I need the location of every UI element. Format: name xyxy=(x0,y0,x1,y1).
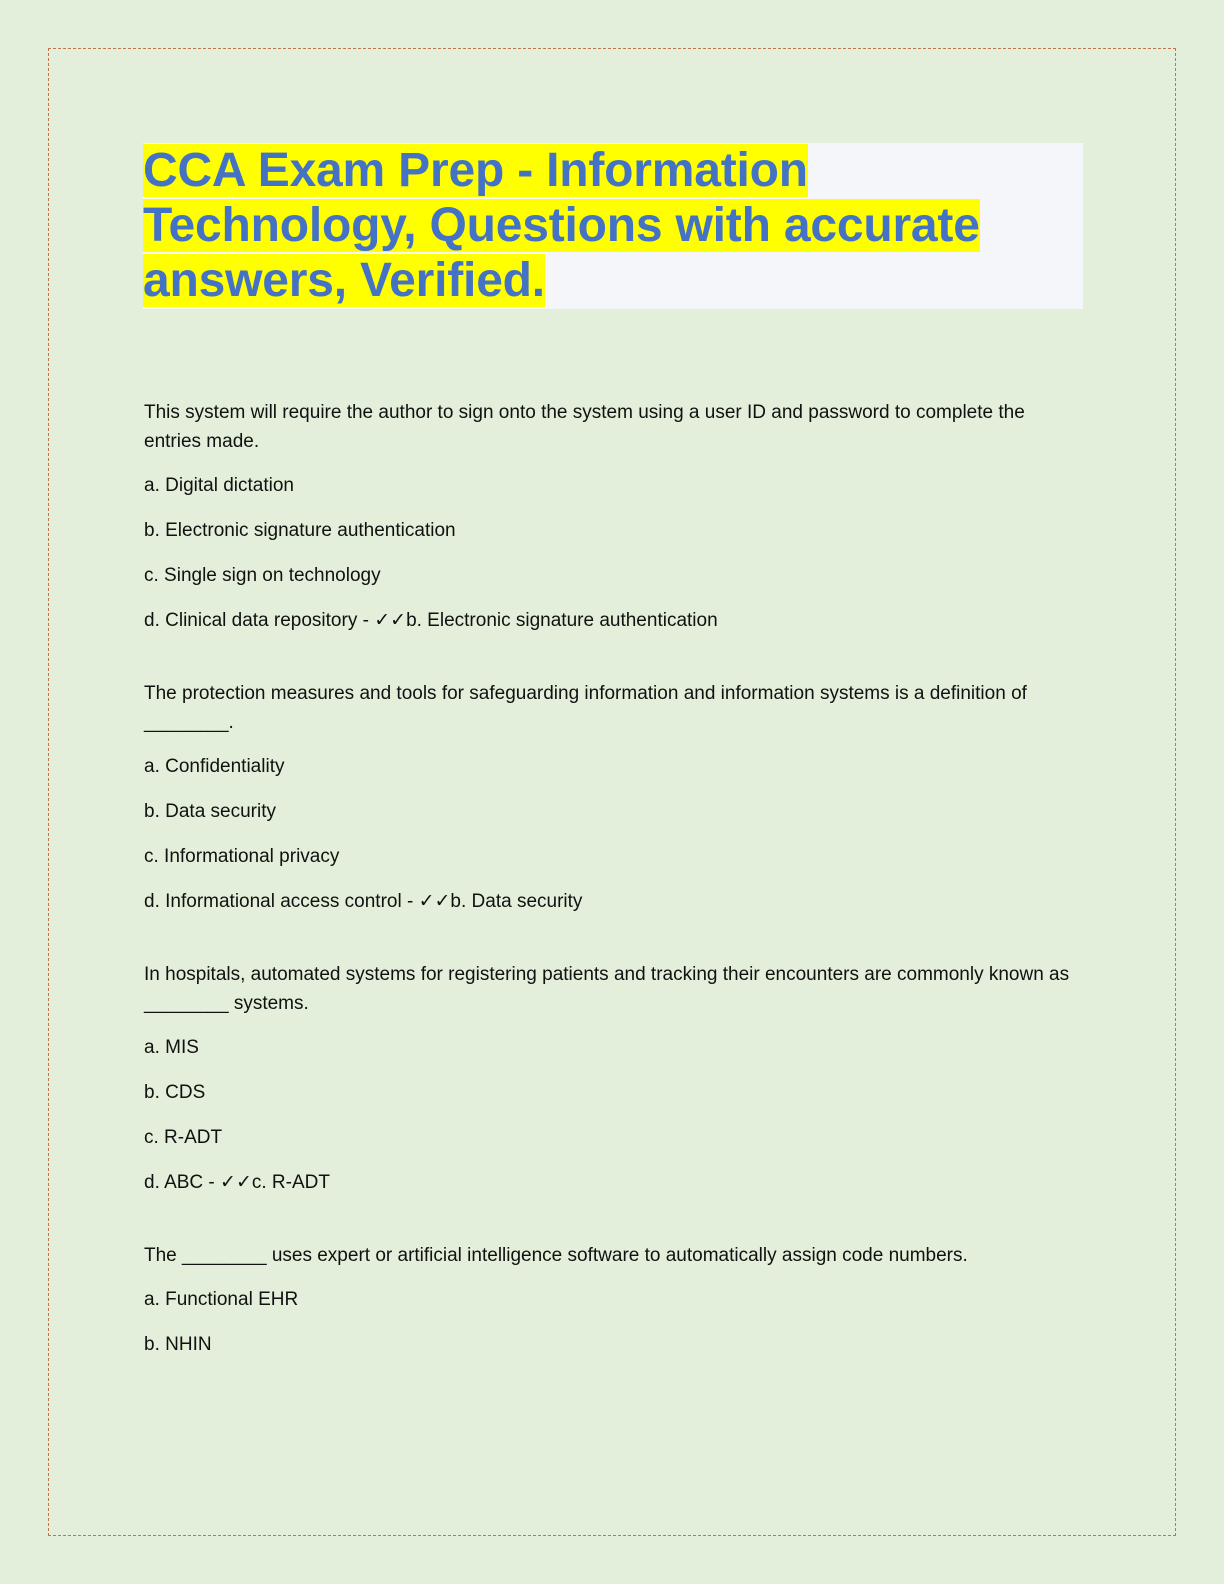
option-a: a. MIS xyxy=(144,1037,199,1058)
question-text: This system will require the author to sign onto the system using a user ID and password to complete the entries made. xyxy=(144,402,1025,452)
option-a: a. Functional EHR xyxy=(144,1289,299,1310)
document-title xyxy=(143,143,1083,308)
option-a: a. Confidentiality xyxy=(144,756,285,777)
check-mark-icon: ✓✓ xyxy=(374,609,407,631)
option-c: c. R-ADT xyxy=(144,1127,223,1148)
option-a: a. Digital dictation xyxy=(144,475,294,496)
option-b: b. CDS xyxy=(144,1082,206,1103)
question-text: In hospitals, automated systems for registering patients and tracking their encounters are commonly known as ________ systems. xyxy=(144,964,1070,1014)
question-2 xyxy=(144,679,1084,916)
option-d-with-answer xyxy=(144,606,1084,635)
check-mark-icon: ✓✓ xyxy=(220,1171,252,1193)
answer: b. Electronic signature authentication xyxy=(406,610,718,631)
option-d: d. Informational access control - xyxy=(144,891,419,912)
option-c: c. Informational privacy xyxy=(144,846,340,867)
question-list xyxy=(144,398,1084,1403)
document-title-text: CCA Exam Prep - Information Technology, Questions with accurate answers, Verified. xyxy=(143,144,980,307)
answer: b. Data security xyxy=(450,891,583,912)
answer: c. R-ADT xyxy=(251,1172,330,1193)
question-4 xyxy=(144,1241,1084,1359)
question-3 xyxy=(144,960,1084,1197)
option-b: b. Data security xyxy=(144,801,276,822)
title-box xyxy=(143,143,1083,309)
question-text: The protection measures and tools for safeguarding information and information systems is a definition of ________. xyxy=(144,683,1027,733)
question-1 xyxy=(144,398,1084,635)
option-c: c. Single sign on technology xyxy=(144,565,381,586)
option-d: d. Clinical data repository - xyxy=(144,610,375,631)
check-mark-icon: ✓✓ xyxy=(418,890,451,912)
option-b: b. NHIN xyxy=(144,1334,212,1355)
question-text: The ________ uses expert or artificial intelligence software to automatically assign code numbers. xyxy=(144,1245,968,1266)
option-d-with-answer xyxy=(144,1168,1084,1197)
option-d: d. ABC - xyxy=(144,1172,221,1193)
option-d-with-answer xyxy=(144,887,1084,916)
option-b: b. Electronic signature authentication xyxy=(144,520,456,541)
